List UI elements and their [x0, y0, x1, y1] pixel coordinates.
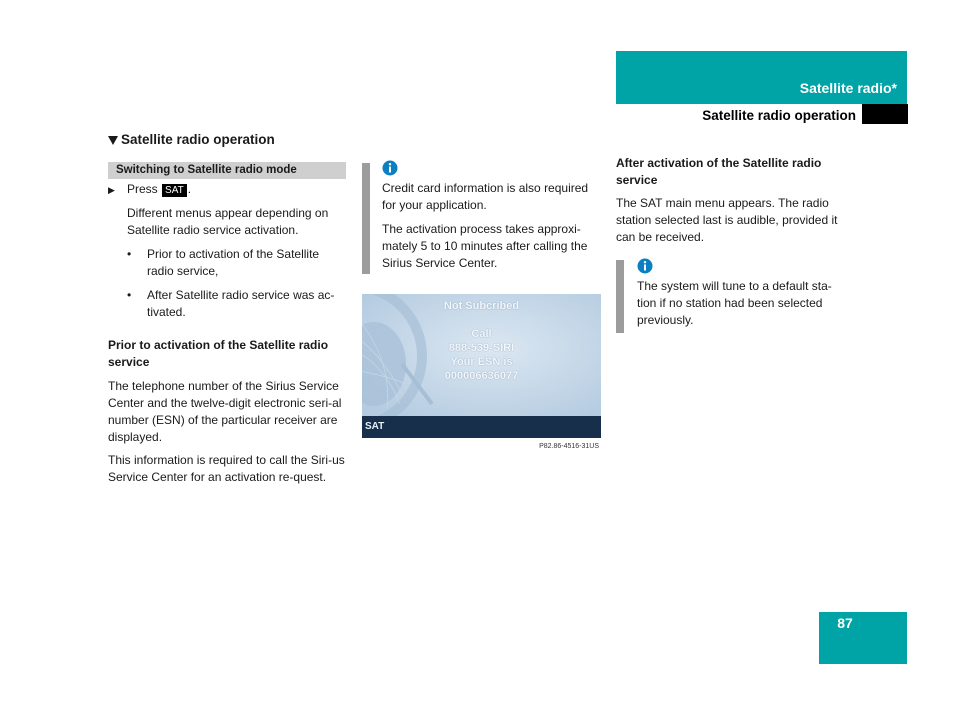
info-box-bar: [616, 260, 624, 333]
step-suffix: .: [187, 182, 192, 196]
display-screenshot: [362, 294, 601, 438]
screen-call-label: Call: [471, 328, 492, 340]
subsection-title: Switching to Satellite radio mode: [116, 164, 297, 176]
screen-status: Not Subcribed: [443, 300, 520, 312]
step-arrow-icon: ▶: [108, 185, 115, 195]
prior-body-1: The telephone number of the Sirius Service Center and the twelve-digit electronic seri-al number (ESN) of the particular receiver are displayed.: [108, 379, 342, 444]
image-reference: P82.86-4516-31US: [539, 443, 599, 450]
prior-heading: Prior to activation of the Satellite radio service: [108, 338, 329, 369]
after-body: The SAT main menu appears. The radio station selected last is audible, provided it can be received.: [616, 196, 838, 244]
section-title: Satellite radio operation: [702, 108, 856, 123]
menus-note: Different menus appear depending on Satellite radio service activation.: [127, 206, 329, 237]
info-icon: [382, 160, 398, 176]
press-step: [108, 181, 191, 199]
bullet-dot-icon: •: [127, 288, 132, 302]
info-text: The system will tune to a default sta-tion if no station had been selected previously.: [637, 279, 832, 327]
screen-esn-label: Your ESN is: [450, 356, 513, 368]
screen-phone: 888-539-SIRI: [448, 342, 515, 354]
bullet-text: After Satellite radio service was ac-tivated.: [147, 288, 335, 319]
screen-status-bar: [362, 416, 601, 438]
info-text: The activation process takes approxi-mately 5 to 10 minutes after calling the Sirius Service Center.: [382, 222, 588, 270]
page-number: 87: [837, 615, 853, 631]
screen-esn: 000006636077: [444, 370, 519, 382]
screen-sat-label: SAT: [365, 421, 385, 432]
sat-key-badge: SAT: [162, 184, 187, 197]
prior-body-2: This information is required to call the Siri-us Service Center for an activation re-quest.: [108, 453, 345, 484]
main-heading-text: Satellite radio operation: [121, 132, 275, 147]
step-prefix: Press: [127, 182, 158, 196]
bullet-text: Prior to activation of the Satellite radio service,: [147, 247, 320, 278]
after-heading: After activation of the Satellite radio service: [616, 156, 822, 187]
main-heading: [108, 131, 275, 148]
subsection-bar: [108, 162, 346, 179]
info-icon: [637, 258, 653, 274]
triangle-down-icon: [108, 135, 118, 145]
chapter-tab: [616, 51, 907, 104]
page-tab: [819, 612, 907, 664]
info-text: Credit card information is also required for your application.: [382, 181, 589, 212]
info-box-bar: [362, 163, 370, 274]
bullet-dot-icon: •: [127, 247, 132, 261]
chapter-title: Satellite radio*: [799, 80, 897, 96]
section-marker: [862, 104, 908, 124]
